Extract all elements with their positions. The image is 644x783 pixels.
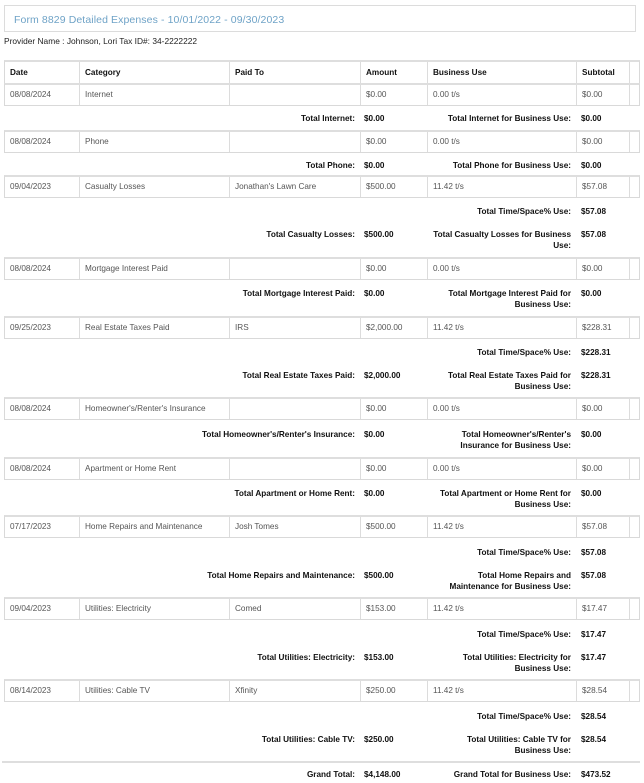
cell-subtotal: $0.00 <box>577 132 630 152</box>
cell-category: Internet <box>80 85 230 105</box>
category-total-label: Total Apartment or Home Rent: <box>234 489 355 498</box>
cell-date: 07/17/2023 <box>5 517 80 537</box>
business-total-value: $0.00 <box>581 430 602 439</box>
grand-business-value: $473.52 <box>581 770 611 779</box>
cell-business-use: 11.42 t/s <box>428 517 577 537</box>
cell-subtotal: $228.31 <box>577 318 630 338</box>
grand-business-label: Grand Total for Business Use: <box>453 770 571 779</box>
expense-row <box>4 83 640 106</box>
cell-paid-to <box>230 132 361 152</box>
category-total-value: $0.00 <box>364 161 385 170</box>
cell-amount: $500.00 <box>361 177 428 197</box>
cell-spacer <box>630 85 640 105</box>
expense-row <box>4 457 640 480</box>
timespace-total-value: $28.54 <box>581 712 607 721</box>
category-total-value: $2,000.00 <box>364 371 401 380</box>
cell-category: Mortgage Interest Paid <box>80 259 230 279</box>
cell-amount: $0.00 <box>361 132 428 152</box>
business-total-value: $28.54 <box>581 735 607 744</box>
cell-paid-to: Josh Tomes <box>230 517 361 537</box>
grand-total-label: Grand Total: <box>306 770 355 779</box>
cell-subtotal: $0.00 <box>577 459 630 479</box>
timespace-total-value: $57.08 <box>581 548 607 557</box>
cell-amount: $500.00 <box>361 517 428 537</box>
cell-date: 09/25/2023 <box>5 318 80 338</box>
business-total-label: Total Mortgage Interest Paid for Business Use: <box>448 289 571 309</box>
header-date: Date <box>5 62 80 84</box>
grand-total-divider <box>2 761 640 763</box>
cell-business-use: 0.00 t/s <box>428 85 577 105</box>
cell-date: 09/04/2023 <box>5 177 80 197</box>
category-total-value: $0.00 <box>364 489 385 498</box>
cell-amount: $250.00 <box>361 681 428 701</box>
category-total-label: Total Real Estate Taxes Paid: <box>242 371 355 380</box>
business-total-value: $17.47 <box>581 653 607 662</box>
business-total-value: $0.00 <box>581 489 602 498</box>
category-total-label: Total Phone: <box>306 161 355 170</box>
cell-paid-to <box>230 259 361 279</box>
business-total-label: Total Utilities: Cable TV for Business Use: <box>466 735 571 755</box>
cell-date: 09/04/2023 <box>5 599 80 619</box>
category-total-label: Total Home Repairs and Maintenance: <box>207 571 355 580</box>
cell-category: Casualty Losses <box>80 177 230 197</box>
cell-amount: $0.00 <box>361 399 428 419</box>
cell-category: Home Repairs and Maintenance <box>80 517 230 537</box>
cell-paid-to: IRS <box>230 318 361 338</box>
cell-business-use: 11.42 t/s <box>428 177 577 197</box>
cell-subtotal: $57.08 <box>577 177 630 197</box>
timespace-total-label: Total Time/Space% Use: <box>477 548 571 557</box>
business-total-label: Total Internet for Business Use: <box>447 114 571 123</box>
category-total-value: $153.00 <box>364 653 394 662</box>
cell-date: 08/14/2023 <box>5 681 80 701</box>
cell-category: Homeowner's/Renter's Insurance <box>80 399 230 419</box>
cell-category: Phone <box>80 132 230 152</box>
cell-business-use: 11.42 t/s <box>428 318 577 338</box>
category-total-label: Total Utilities: Cable TV: <box>261 735 355 744</box>
timespace-total-label: Total Time/Space% Use: <box>477 630 571 639</box>
header-subtotal: Subtotal <box>577 62 630 84</box>
cell-subtotal: $57.08 <box>577 517 630 537</box>
timespace-total-label: Total Time/Space% Use: <box>477 348 571 357</box>
cell-spacer <box>630 399 640 419</box>
cell-date: 08/08/2024 <box>5 399 80 419</box>
cell-business-use: 0.00 t/s <box>428 459 577 479</box>
business-total-value: $0.00 <box>581 289 602 298</box>
category-total-label: Total Internet: <box>301 114 355 123</box>
category-total-label: Total Casualty Losses: <box>266 230 355 239</box>
category-total-value: $0.00 <box>364 114 385 123</box>
header-category: Category <box>80 62 230 84</box>
report-title: Form 8829 Detailed Expenses - 10/01/2022 - 09/30/2023 <box>14 14 285 26</box>
header-paid-to: Paid To <box>230 62 361 84</box>
timespace-total-value: $17.47 <box>581 630 607 639</box>
expense-row <box>4 316 640 339</box>
cell-subtotal: $28.54 <box>577 681 630 701</box>
business-total-value: $0.00 <box>581 161 602 170</box>
header-spacer <box>630 62 640 84</box>
cell-spacer <box>630 517 640 537</box>
cell-business-use: 11.42 t/s <box>428 599 577 619</box>
cell-paid-to: Jonathan's Lawn Care <box>230 177 361 197</box>
cell-spacer <box>630 259 640 279</box>
category-total-value: $500.00 <box>364 230 394 239</box>
timespace-total-value: $57.08 <box>581 207 607 216</box>
expense-row <box>4 175 640 198</box>
category-total-label: Total Mortgage Interest Paid: <box>242 289 355 298</box>
category-total-value: $500.00 <box>364 571 394 580</box>
timespace-total-value: $228.31 <box>581 348 611 357</box>
expense-row <box>4 597 640 620</box>
cell-amount: $2,000.00 <box>361 318 428 338</box>
table-header <box>4 60 640 85</box>
cell-paid-to: Xfinity <box>230 681 361 701</box>
cell-subtotal: $17.47 <box>577 599 630 619</box>
cell-category: Apartment or Home Rent <box>80 459 230 479</box>
cell-spacer <box>630 599 640 619</box>
category-total-value: $250.00 <box>364 735 394 744</box>
category-total-value: $0.00 <box>364 430 385 439</box>
cell-date: 08/08/2024 <box>5 132 80 152</box>
business-total-value: $57.08 <box>581 230 607 239</box>
business-total-label: Total Home Repairs and Maintenance for Business Use: <box>449 571 571 591</box>
cell-business-use: 0.00 t/s <box>428 259 577 279</box>
business-total-value: $0.00 <box>581 114 602 123</box>
cell-date: 08/08/2024 <box>5 85 80 105</box>
business-total-label: Total Casualty Losses for Business Use: <box>433 230 571 250</box>
cell-spacer <box>630 132 640 152</box>
expense-row <box>4 515 640 538</box>
expense-row <box>4 130 640 153</box>
category-total-label: Total Homeowner's/Renter's Insurance: <box>202 430 355 439</box>
business-total-label: Total Phone for Business Use: <box>452 161 571 170</box>
cell-subtotal: $0.00 <box>577 399 630 419</box>
cell-paid-to <box>230 399 361 419</box>
cell-amount: $0.00 <box>361 459 428 479</box>
cell-category: Utilities: Electricity <box>80 599 230 619</box>
cell-paid-to: Comed <box>230 599 361 619</box>
cell-paid-to <box>230 85 361 105</box>
cell-business-use: 0.00 t/s <box>428 399 577 419</box>
expense-row <box>4 257 640 280</box>
cell-amount: $153.00 <box>361 599 428 619</box>
business-total-label: Total Homeowner's/Renter's Insurance for Business Use: <box>460 430 571 450</box>
expense-row <box>4 397 640 420</box>
cell-business-use: 0.00 t/s <box>428 132 577 152</box>
business-total-label: Total Apartment or Home Rent for Business Use: <box>439 489 571 509</box>
cell-spacer <box>630 177 640 197</box>
business-total-label: Total Real Estate Taxes Paid for Business Use: <box>447 371 571 391</box>
cell-amount: $0.00 <box>361 85 428 105</box>
cell-date: 08/08/2024 <box>5 459 80 479</box>
cell-date: 08/08/2024 <box>5 259 80 279</box>
header-amount: Amount <box>361 62 428 84</box>
cell-business-use: 11.42 t/s <box>428 681 577 701</box>
cell-category: Real Estate Taxes Paid <box>80 318 230 338</box>
business-total-label: Total Utilities: Electricity for Business Use: <box>462 653 571 673</box>
category-total-label: Total Utilities: Electricity: <box>257 653 355 662</box>
header-business-use: Business Use <box>428 62 577 84</box>
expense-row <box>4 679 640 702</box>
provider-info: Provider Name : Johnson, Lori Tax ID#: 34-2222222 <box>4 36 198 46</box>
timespace-total-label: Total Time/Space% Use: <box>477 207 571 216</box>
cell-amount: $0.00 <box>361 259 428 279</box>
business-total-value: $57.08 <box>581 571 607 580</box>
cell-paid-to <box>230 459 361 479</box>
category-total-value: $0.00 <box>364 289 385 298</box>
cell-subtotal: $0.00 <box>577 259 630 279</box>
business-total-value: $228.31 <box>581 371 611 380</box>
cell-category: Utilities: Cable TV <box>80 681 230 701</box>
cell-spacer <box>630 681 640 701</box>
grand-total-value: $4,148.00 <box>364 770 401 779</box>
timespace-total-label: Total Time/Space% Use: <box>477 712 571 721</box>
cell-spacer <box>630 459 640 479</box>
cell-spacer <box>630 318 640 338</box>
cell-subtotal: $0.00 <box>577 85 630 105</box>
report-title-box <box>4 5 636 32</box>
